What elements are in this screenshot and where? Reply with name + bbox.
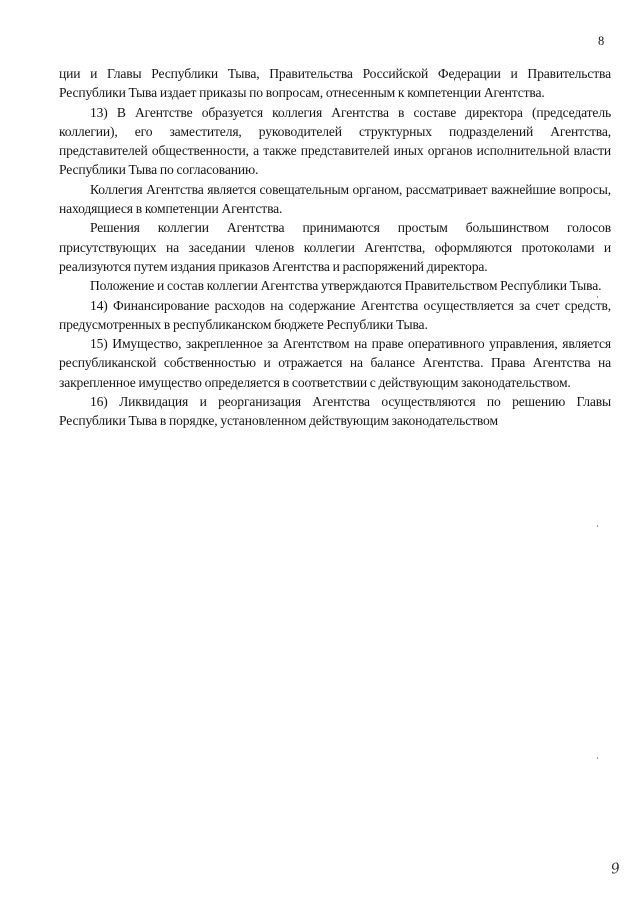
paragraph-15-property: 15) Имущество, закрепленное за Агентством на праве оперативного управления, является республиканской собственностью и отражается на балансе Агентства. Права Агентства на закрепленное имущество определяется в соответствии с действующим законодательством. bbox=[59, 336, 611, 390]
paragraph-14-financing: 14) Финансирование расходов на содержание Агентства осуществляется за счет средств, предусмотренных в республиканском бюджете Республики Тыва. bbox=[59, 297, 611, 332]
paragraph-collegium-role: Коллегия Агентства является совещательным органом, рассматривает важнейшие вопросы, находящиеся в компетенции Агентства. bbox=[59, 181, 611, 217]
paragraph-16-liquidation: 16) Ликвидация и реорганизация Агентства осуществляются по решению Главы Республики Тыва в порядке, установленном действующим законодательством bbox=[59, 394, 611, 429]
document-body bbox=[59, 64, 611, 431]
page-number: 8 bbox=[598, 34, 605, 48]
paragraph-continuation: ции и Главы Республики Тыва, Правительства Российской Федерации и Правительства Республики Тыва издает приказы по вопросам, отнесенным к компетенции Агентства. bbox=[59, 66, 611, 101]
paragraph-collegium-regulation: Положение и состав коллегии Агентства утверждаются Правительством Республики Тыва. bbox=[90, 278, 602, 294]
handwritten-page-mark: 9 bbox=[609, 860, 621, 878]
scan-speck bbox=[597, 525, 598, 527]
scan-speck bbox=[597, 296, 598, 298]
paragraph-13-collegium: 13) В Агентстве образуется коллегия Агентства в составе директора (председатель коллегии), его заместителя, руководителей структурных подразделений Агентства, представителей общественности, а также представителей иных органов исполнительной власти Республики Тыва по согласованию. bbox=[59, 104, 611, 178]
paragraph-collegium-decisions: Решения коллегии Агентства принимаются простым большинством голосов присутствующих на заседании членов коллегии Агентства, оформляются протоколами и реализуются путем издания приказов Агентства и распоряжений директора. bbox=[59, 220, 611, 274]
scan-speck bbox=[597, 757, 598, 759]
